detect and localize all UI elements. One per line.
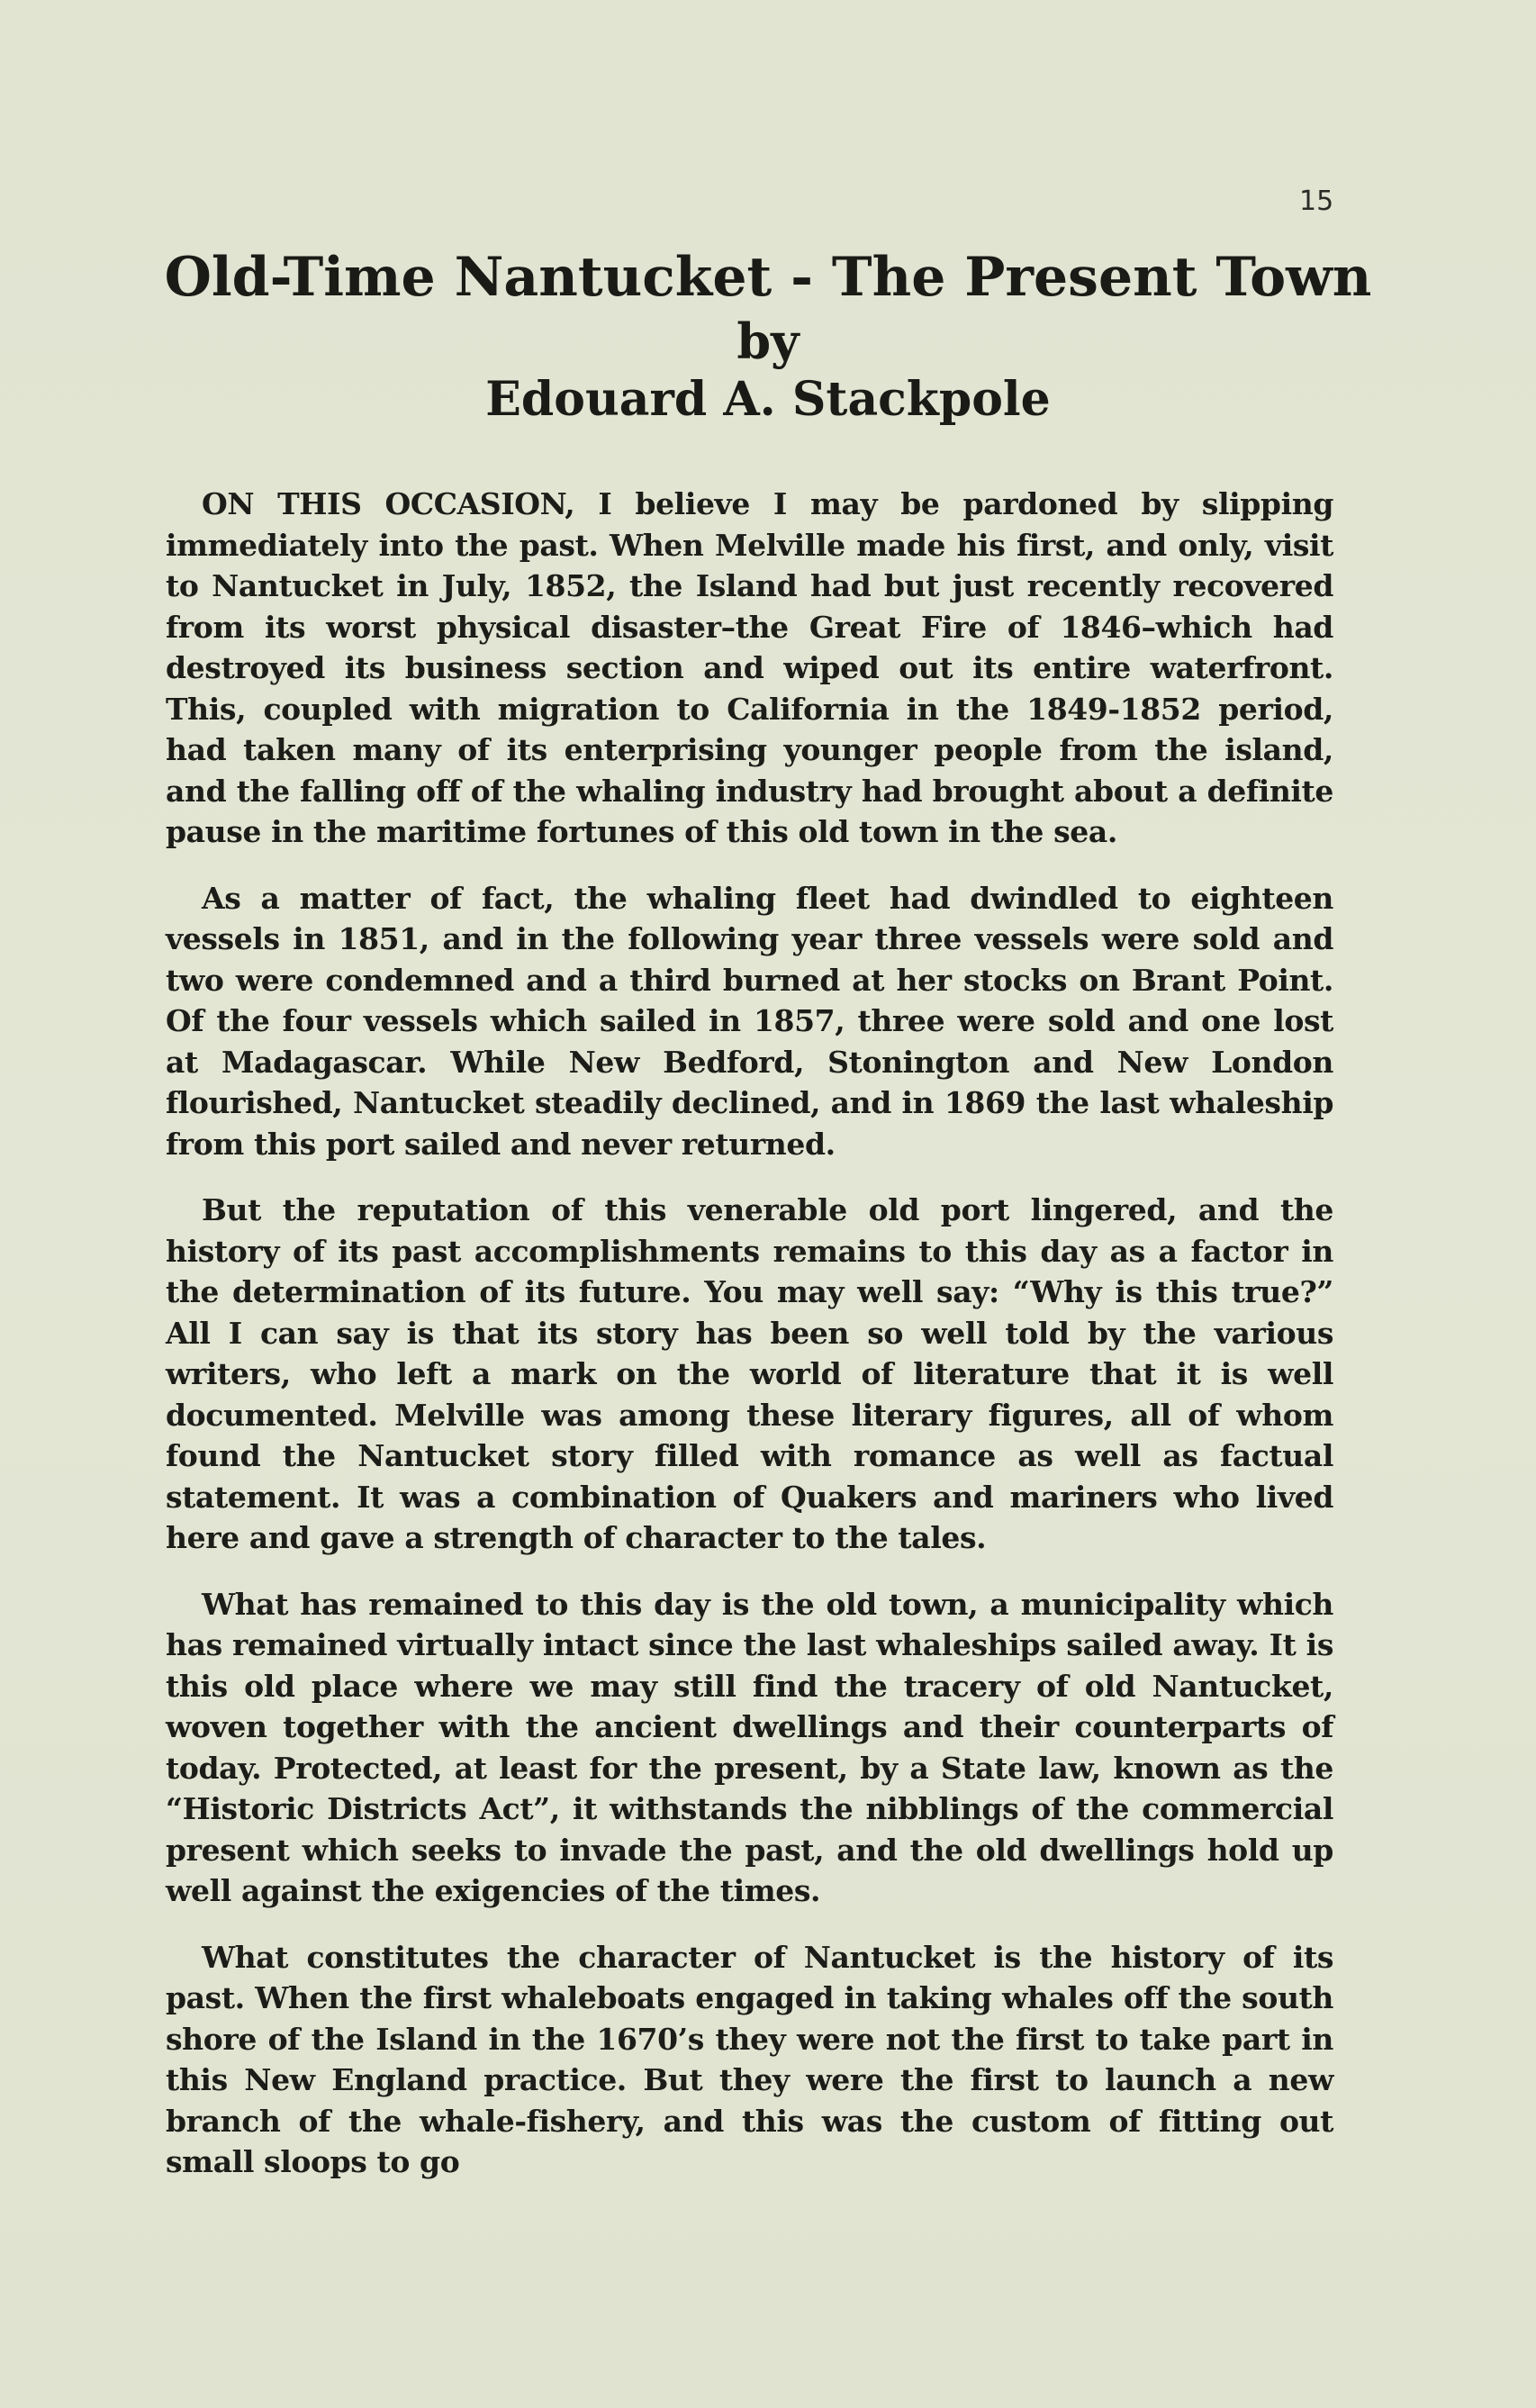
article-header bbox=[0, 243, 1536, 429]
page-number: 15 bbox=[1299, 186, 1334, 217]
paragraph-4: What has remained to this day is the old town, a municipality which has remained virtually intact since the last whaleships sailed away. It is this old place where we may still find the tracery of old Nantucket, woven together with the ancient dwellings and their counterparts of today. Protected, at least for the present, by a State law, known as the “Historic Districts Act”, it withstands the nibblings of the commercial present which seeks to invade the past, and the old dwellings hold up well against the exigencies of the times. bbox=[166, 1586, 1333, 1908]
paragraph-3: But the reputation of this venerable old port lingered, and the history of its past accomplishments remains to this day as a factor in the determination of its future. You may well say: “Why is this true?” All I can say is that its story has been so well told by the various writers, who left a mark on the world of literature that it is well documented. Melville was among these literary figures, all of whom found the Nantucket story filled with romance as well as factual statement. It was a combination of Quakers and mariners who lived here and gave a strength of character to the tales. bbox=[166, 1192, 1333, 1555]
paragraph-5: What constitutes the character of Nantucket is the history of its past. When the first whaleboats engaged in taking whales off the south shore of the Island in the 1670’s they were not the first to take part in this New England practice. But they were the first to launch a new branch of the whale-fishery, and this was the custom of fitting out small sloops to go bbox=[166, 1939, 1333, 2179]
author-name: Edouard A. Stackpole bbox=[485, 372, 1051, 427]
paragraph-2: As a matter of fact, the whaling fleet had dwindled to eighteen vessels in 1851, and in the following year three vessels were sold and two were condemned and a third burned at her stocks on Brant Point. Of the four vessels which sailed in 1857, three were sold and one lost at Madagascar. While New Bedford, Stonington and New London flourished, Nantucket steadily declined, and in 1869 the last whaleship from this port sailed and never returned. bbox=[166, 880, 1333, 1162]
byline: by bbox=[736, 312, 800, 370]
article-title: Old-Time Nantucket - The Present Town bbox=[164, 246, 1372, 309]
paragraph-1: ON THIS OCCASION, I believe I may be pardoned by slipping immediately into the past. When Melville made his first, and only, visit to Nantucket in July, 1852, the Island had but just recently recovered from its worst physical disaster–the Great Fire of 1846–which had destroyed its business section and wiped out its entire waterfront. This, coupled with migration to California in the 1849-1852 period, had taken many of its enterprising younger people from the island, and the falling off of the whaling industry had brought about a definite pause in the maritime fortunes of this old town in the sea. bbox=[166, 486, 1333, 849]
article-body bbox=[166, 484, 1333, 2208]
